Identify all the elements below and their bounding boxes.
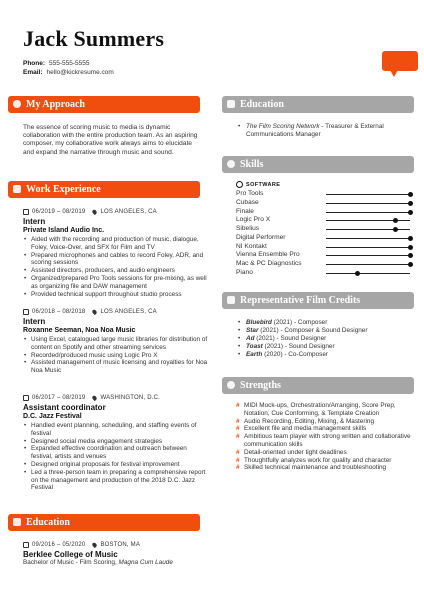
job-dates: 06/2019 – 08/2019 xyxy=(32,209,86,215)
skill-row xyxy=(236,243,412,252)
job-title: Intern xyxy=(23,217,46,226)
section-title-strengths: Strengths xyxy=(240,380,281,391)
job-bullet: • Recorded/produced music using Logic Pro X xyxy=(23,352,208,360)
film-role: (2020) - Co-Composer xyxy=(262,350,329,358)
phone-value: 555-555-5555 xyxy=(49,60,90,67)
email-label: Email: xyxy=(23,69,43,76)
target-icon xyxy=(227,381,235,389)
credit-item xyxy=(236,343,416,351)
job-bullet: • Handled event planning, scheduling, and staffing events of festival xyxy=(23,422,208,438)
film-title: Toast xyxy=(246,342,263,350)
skill-level-track xyxy=(326,273,410,274)
skill-level-dot xyxy=(408,236,413,241)
job-company: Private Island Audio Inc. xyxy=(23,227,105,234)
film-role: (2021) - Composer & Sound Designer xyxy=(258,326,368,334)
section-header-education xyxy=(8,514,200,531)
skills-category-label: SOFTWARE xyxy=(246,181,281,188)
skill-level-track xyxy=(326,220,410,221)
film-role: (2021) - Sound Designer xyxy=(262,342,335,350)
job-meta xyxy=(23,308,208,316)
job-bullet: • Prepared microphones and cables to record Foley, ADR, and scoring sessions xyxy=(23,252,208,268)
job-entry xyxy=(23,394,208,492)
job-bullet: • Led a three-person team in preparing a comprehensive report on the management and production of the 2018 D.C. Jazz Festival xyxy=(23,469,208,492)
education-school: Berklee College of Music xyxy=(23,550,118,559)
skill-level-track xyxy=(326,203,410,204)
job-company: Roxanne Seeman, Noa Noa Music xyxy=(23,327,136,334)
education-location: BOSTON, MA xyxy=(100,542,141,548)
job-bullet: • Using Excel, catalogued large music libraries for distribution of content on Spotify and other streaming services xyxy=(23,336,208,352)
credit-item xyxy=(236,351,416,359)
skill-row xyxy=(236,216,412,225)
org-name: The Film Scoring Network xyxy=(246,123,320,130)
skill-row xyxy=(236,251,412,260)
skill-level-track xyxy=(326,255,410,256)
section-title-skills: Skills xyxy=(240,159,264,170)
person-icon xyxy=(13,100,21,108)
skill-level-dot xyxy=(408,253,413,258)
section-title-education-right: Education xyxy=(240,99,284,110)
skill-level-dot xyxy=(393,227,398,232)
credits-list xyxy=(236,319,416,359)
job-bullets xyxy=(23,236,208,298)
job-bullet: • Assisted management of music licensing and royalties for Noa Noa Music xyxy=(23,359,208,375)
skills-category xyxy=(236,181,280,188)
job-bullets xyxy=(23,422,208,492)
skill-name: Piano xyxy=(236,268,253,276)
location-pin-icon xyxy=(92,209,98,215)
job-location: LOS ANGELES, CA xyxy=(100,209,157,215)
skill-row xyxy=(236,225,412,234)
graduation-cap-icon xyxy=(13,518,21,526)
section-title-work: Work Experience xyxy=(26,184,101,195)
graduation-cap-icon xyxy=(227,100,235,108)
film-role: (2021) - Sound Designer xyxy=(254,334,327,342)
hash-icon: # xyxy=(236,456,240,464)
section-header-education-right xyxy=(222,96,414,113)
credit-item xyxy=(236,319,416,327)
skill-row xyxy=(236,234,412,243)
clock-icon xyxy=(236,181,243,188)
skill-level-track xyxy=(326,238,410,239)
skill-name: NI Kontakt xyxy=(236,242,267,250)
org-role: - Treasurer & External Communications Manager xyxy=(246,123,384,138)
location-pin-icon xyxy=(92,309,98,315)
skill-row xyxy=(236,260,412,269)
calendar-icon xyxy=(23,309,29,315)
contact-info xyxy=(23,59,114,77)
strength-item xyxy=(236,425,416,433)
education-entry xyxy=(23,541,208,567)
job-bullet: • Organized/prepared Pro Tools sessions for pre-mixing, as well as organizing file and DAW management xyxy=(23,275,208,291)
strengths-list xyxy=(236,402,416,472)
job-bullet: • Provided technical support throughout studio process xyxy=(23,291,208,299)
phone-line xyxy=(23,59,114,68)
job-entry xyxy=(23,308,208,375)
skill-name: Finale xyxy=(236,207,254,215)
strength-item xyxy=(236,449,416,457)
section-header-work xyxy=(8,181,200,198)
strength-item xyxy=(236,457,416,465)
strength-text: Detail-oriented under tight deadlines xyxy=(244,448,347,456)
email-line xyxy=(23,68,114,77)
approach-text: The essence of scoring music to media is dynamic collaboration with the entire production team. As an aspiring composer, my collaborative work always aims to elucidate and expand the narrative through music and sound. xyxy=(23,124,198,156)
skill-level-dot xyxy=(393,218,398,223)
strength-text: MIDI Mock-ups, Orchestration/Arranging, Score Prep, Notation, Cue Conforming, & Template Creation xyxy=(244,402,396,417)
film-role: (2021) - Composer xyxy=(271,319,328,326)
calendar-icon xyxy=(23,395,29,401)
film-title: Earth xyxy=(246,350,263,358)
job-bullet: • Designed original proposals for festival improvement xyxy=(23,461,208,469)
skill-level-track xyxy=(326,247,410,248)
film-title: Ad xyxy=(246,334,255,342)
degree-honors: Magna Cum Laude xyxy=(118,559,173,566)
skill-name: Mac & PC Diagnostics xyxy=(236,260,302,267)
section-header-skills xyxy=(222,156,414,173)
job-dates: 06/2017 – 08/2019 xyxy=(32,395,86,401)
job-location: WASHINGTON, D.C. xyxy=(100,395,160,401)
strength-text: Audio Recording, Editing, Mixing, & Mastering xyxy=(244,417,375,425)
education-meta xyxy=(23,541,208,549)
education-right-list xyxy=(236,123,416,139)
education-degree xyxy=(23,559,208,567)
section-title-credits: Representative Film Credits xyxy=(240,295,361,306)
strength-item xyxy=(236,464,416,472)
job-entry xyxy=(23,208,208,298)
job-bullet: • Aided with the recording and production of music, dialogue, Foley, Voice-Over, and SFX for Film and TV xyxy=(23,236,208,252)
skill-level-track xyxy=(326,264,410,265)
skill-level-track xyxy=(326,229,410,230)
skill-name: Digital Performer xyxy=(236,233,286,241)
strength-item xyxy=(236,418,416,426)
skill-name: Sibelius xyxy=(236,225,260,232)
location-pin-icon xyxy=(92,542,98,548)
job-meta xyxy=(23,208,208,216)
film-title: Bluebird xyxy=(246,319,272,326)
bookmark-icon xyxy=(227,296,235,304)
skill-name: Logic Pro X xyxy=(236,216,271,224)
list-item xyxy=(236,123,416,139)
strength-text: Excellent file and media management skills xyxy=(244,425,367,433)
strength-text: Thoughtfully analyzes work for quality and character xyxy=(244,456,392,464)
skill-row xyxy=(236,190,412,199)
section-header-approach xyxy=(8,96,200,113)
briefcase-icon xyxy=(13,185,21,193)
job-bullet: • Assisted directors, producers, and audio engineers xyxy=(23,267,208,275)
job-location: LOS ANGELES, CA xyxy=(100,309,157,315)
skill-row xyxy=(236,208,412,217)
skill-level-dot xyxy=(408,245,413,250)
skill-level-dot xyxy=(408,201,413,206)
job-dates: 06/2018 – 08/2018 xyxy=(32,309,86,315)
film-title: Star xyxy=(246,326,259,334)
skill-level-dot xyxy=(408,192,413,197)
email-value: hello@kickresume.com xyxy=(46,69,114,76)
job-bullet: • Designed social media engagement strategies xyxy=(23,438,208,446)
section-header-credits xyxy=(222,292,414,309)
degree-text: Bachelor of Music - Film Scoring, xyxy=(23,559,119,566)
candidate-name: Jack Summers xyxy=(23,26,165,51)
skill-level-dot xyxy=(408,210,413,215)
skill-level-dot xyxy=(408,262,413,267)
speech-bubble-logo-icon xyxy=(382,51,418,71)
credit-item xyxy=(236,327,416,335)
hash-icon: # xyxy=(236,433,240,441)
location-pin-icon xyxy=(92,395,98,401)
strength-text: Skilled technical maintenance and troubleshooting xyxy=(244,464,387,472)
hash-icon: # xyxy=(236,464,240,472)
skill-level-dot xyxy=(355,271,360,276)
job-bullets xyxy=(23,336,208,375)
section-header-strengths xyxy=(222,377,414,394)
hash-icon: # xyxy=(236,448,240,456)
strength-item xyxy=(236,402,416,418)
skill-name: Cubase xyxy=(236,198,259,206)
skill-name: Vienna Ensemble Pro xyxy=(236,251,300,259)
job-title: Assistant coordinator xyxy=(23,403,106,412)
hash-icon: # xyxy=(236,425,240,433)
skill-row xyxy=(236,269,412,278)
skill-name: Pro Tools xyxy=(236,190,264,197)
job-title: Intern xyxy=(23,317,46,326)
calendar-icon xyxy=(23,542,29,548)
skill-level-track xyxy=(326,212,410,213)
section-title-approach: My Approach xyxy=(26,99,85,110)
skill-row xyxy=(236,199,412,208)
section-title-education: Education xyxy=(26,517,70,528)
calendar-icon xyxy=(23,209,29,215)
job-bullet: • Expanded effective coordination and outreach between festival, artists and venues xyxy=(23,445,208,461)
strength-item xyxy=(236,433,416,449)
education-dates: 09/2016 – 05/2020 xyxy=(32,542,86,548)
job-meta xyxy=(23,394,208,402)
hash-icon: # xyxy=(236,417,240,425)
job-company: D.C. Jazz Festival xyxy=(23,413,82,420)
phone-label: Phone: xyxy=(23,60,46,67)
flask-icon xyxy=(227,160,235,168)
skill-level-track xyxy=(326,194,410,195)
strength-text: Ambitious team player with strong written and collaborative communication skills xyxy=(244,433,411,448)
hash-icon: # xyxy=(236,402,240,409)
credit-item xyxy=(236,335,416,343)
